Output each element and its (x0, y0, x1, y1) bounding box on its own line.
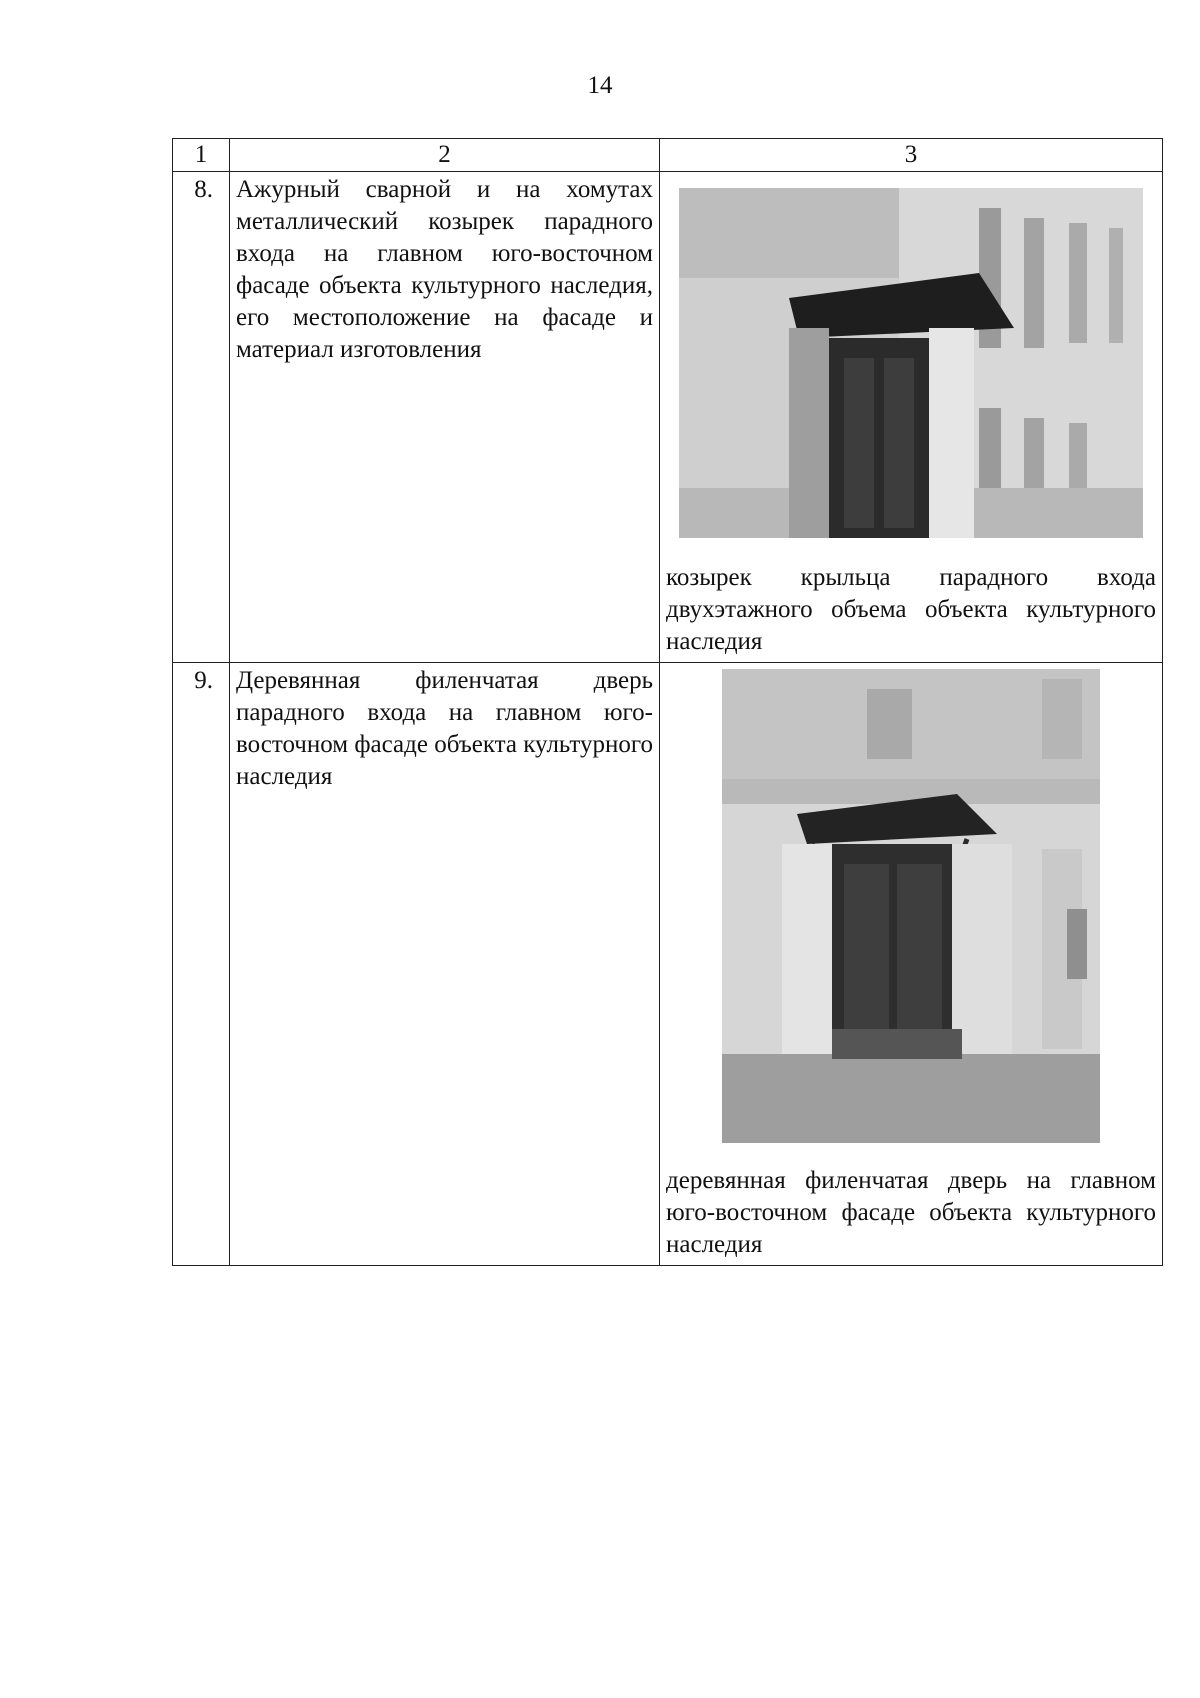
page-number: 14 (587, 72, 613, 99)
photo-cell (660, 172, 1163, 663)
table-row (173, 172, 1163, 663)
table-row (173, 663, 1163, 1266)
column-header-3: 3 (660, 139, 1163, 172)
row-description: Ажурный сварной и на хомутах металлический козырек парадного входа на главном юго-восточном фасаде объекта культурного наследия, его местоположение на фасаде и материал изготовления (230, 172, 660, 663)
row-description: Деревянная филенчатая дверь парадного входа на главном юго-восточном фасаде объекта культурного наследия (230, 663, 660, 1266)
door-photo (722, 669, 1100, 1143)
photo-cell (660, 663, 1163, 1266)
photo-caption: козырек крыльца парадного входа двухэтажного объема объекта культурного наследия (666, 564, 1156, 655)
canopy-photo (679, 188, 1143, 538)
column-header-1: 1 (173, 139, 230, 172)
row-number: 8. (173, 172, 230, 663)
row-number: 9. (173, 663, 230, 1266)
column-header-2: 2 (230, 139, 660, 172)
objects-table (172, 138, 1163, 1266)
table-header-row (173, 139, 1163, 172)
photo-caption: деревянная филенчатая дверь на главном юго-восточном фасаде объекта культурного наследия (666, 1167, 1156, 1258)
